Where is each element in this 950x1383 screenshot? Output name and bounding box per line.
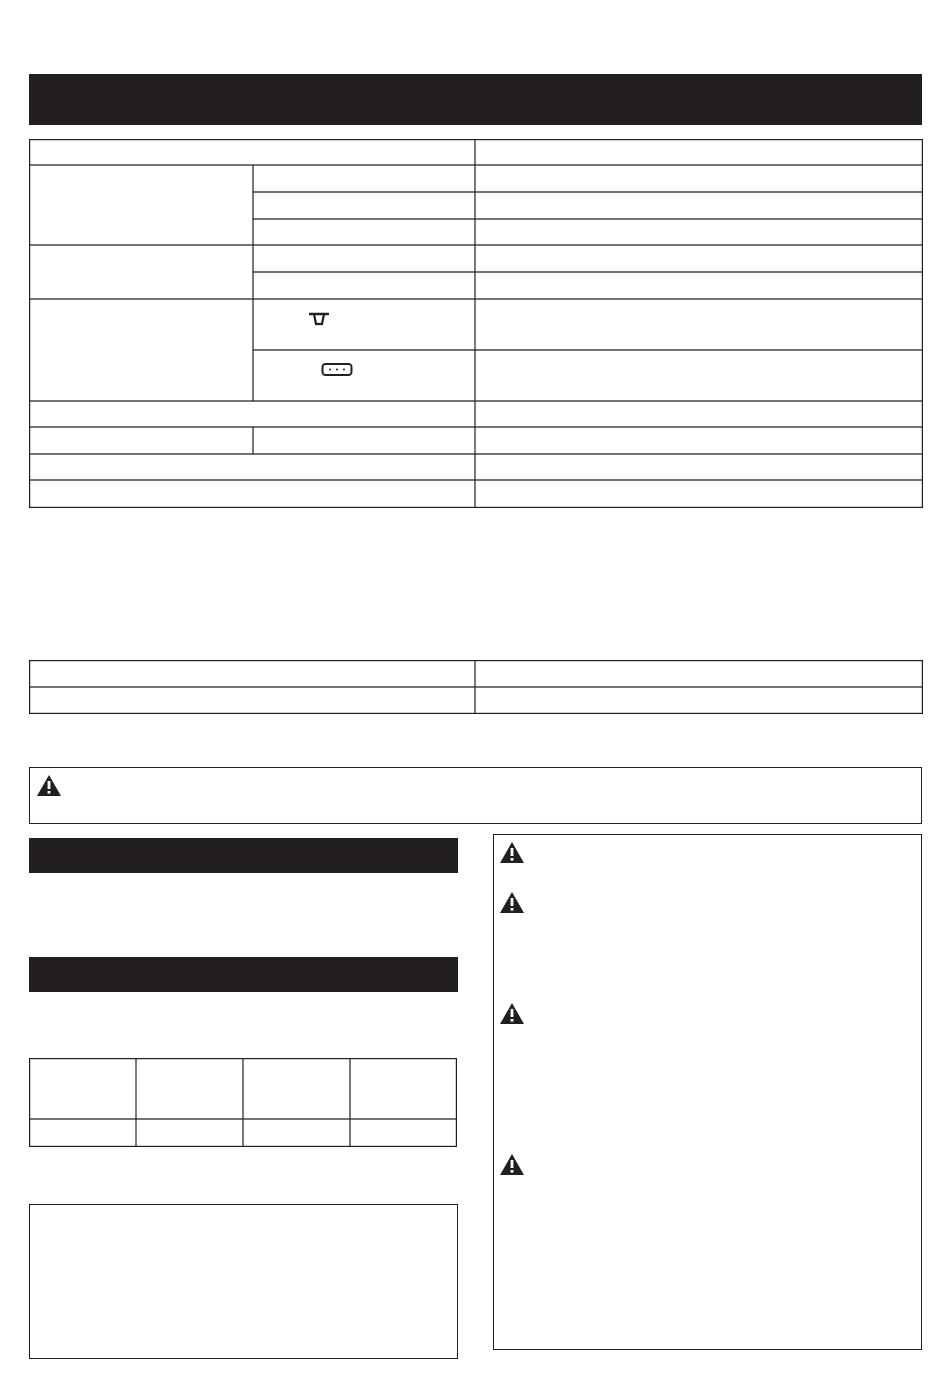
battery-pack-icon bbox=[321, 362, 353, 378]
safety-warnings-box bbox=[493, 834, 922, 1350]
section-bar-1 bbox=[29, 838, 458, 873]
spec-table-grid bbox=[29, 139, 923, 508]
small-table-grid bbox=[29, 1058, 457, 1147]
spec-table bbox=[29, 139, 923, 508]
section-bar-2 bbox=[29, 957, 458, 992]
second-table bbox=[29, 660, 923, 714]
small-table bbox=[29, 1058, 457, 1147]
nozzle-cup-icon bbox=[308, 312, 330, 326]
warning-banner bbox=[29, 767, 922, 824]
header-bar bbox=[29, 74, 922, 125]
warning-triangle-icon bbox=[499, 891, 525, 915]
warning-triangle-icon bbox=[499, 1002, 525, 1026]
second-table-grid bbox=[29, 660, 923, 714]
warning-triangle-icon bbox=[499, 841, 525, 865]
warning-triangle-icon bbox=[36, 774, 62, 798]
note-box bbox=[29, 1204, 458, 1359]
warning-triangle-icon bbox=[499, 1153, 525, 1177]
